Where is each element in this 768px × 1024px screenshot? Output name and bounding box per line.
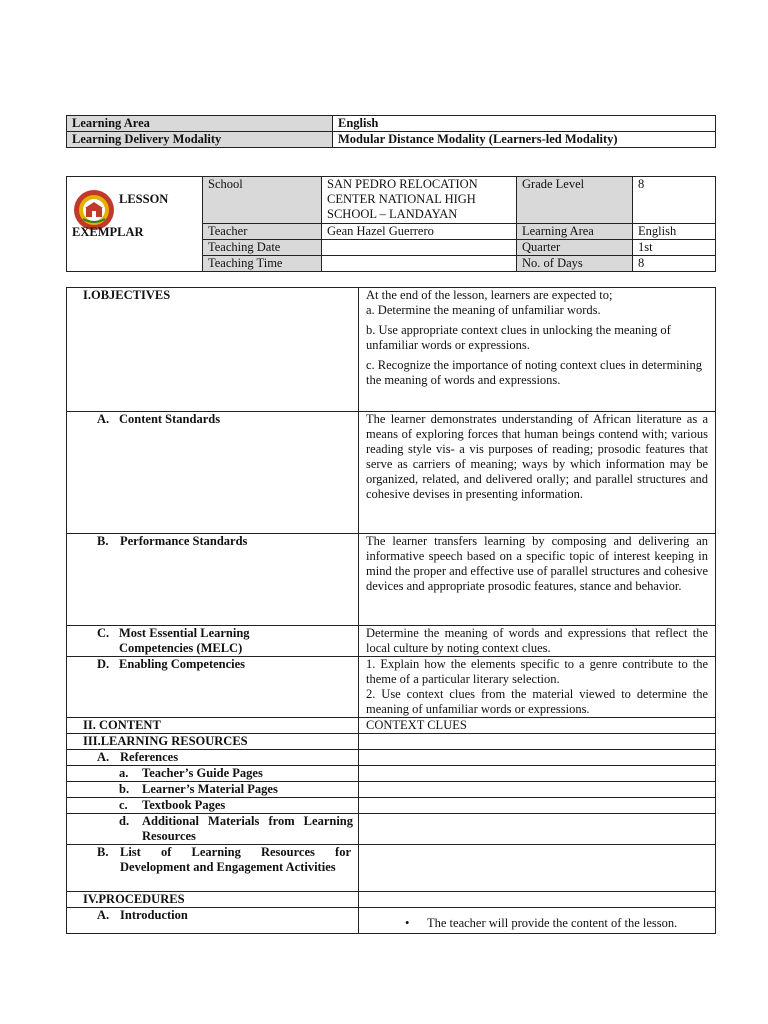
resource-list-row (67, 845, 716, 892)
resource-list-text-label: List of Learning Resources for Development and Engagement Activities (120, 845, 351, 874)
introduction-content (359, 908, 716, 934)
bullet-icon: • (405, 916, 410, 930)
days-value: 8 (633, 256, 716, 272)
resource-list-value (359, 845, 716, 892)
school-label: School (203, 177, 322, 224)
textbook-text-label: Textbook Pages (142, 798, 226, 812)
references-text-label: References (120, 750, 179, 764)
content-row (67, 718, 716, 734)
objectives-content (359, 288, 716, 412)
additional-materials-label (67, 814, 359, 845)
teacher-value: Gean Hazel Guerrero (322, 224, 517, 240)
enabling-text-label: Enabling Competencies (119, 657, 246, 671)
content-standards-text: The learner demonstrates understanding of African literature as a means of exploring forces that human beings contend with; various reading style vis- a vis purposes of reading; prosodic features that serve as carriers of meaning; ways by which information may be organized, related, and delivered orally; and parallel structures and cohesive devises in presenting information. (359, 412, 716, 534)
introduction-num: A. (97, 908, 110, 922)
textbook-value (359, 798, 716, 814)
teaching-time-label: Teaching Time (203, 256, 322, 272)
exemplar-word: EXEMPLAR (72, 225, 144, 239)
header-row-modality (67, 132, 716, 148)
learning-area-info-value: English (633, 224, 716, 240)
references-label (67, 750, 359, 766)
melc-row (67, 626, 716, 657)
objectives-label: I.OBJECTIVES (67, 288, 359, 412)
objectives-intro: At the end of the lesson, learners are expected to; (366, 288, 613, 302)
lesson-exemplar-cell (67, 177, 203, 272)
content-value: CONTEXT CLUES (359, 718, 716, 734)
lesson-word: LESSON (119, 192, 169, 206)
additional-materials-text-label: Additional Materials from Learning Resources (142, 814, 353, 843)
textbook-label (67, 798, 359, 814)
performance-standards-text-label: Performance Standards (120, 534, 248, 548)
learners-material-text-label: Learner’s Material Pages (142, 782, 278, 796)
teachers-guide-text-label: Teacher’s Guide Pages (142, 766, 263, 780)
content-standards-text-label: Content Standards (119, 412, 221, 426)
teachers-guide-label (67, 766, 359, 782)
objectives-row (67, 288, 716, 412)
enabling-item-1: 1. Explain how the elements specific to a genre contribute to the theme of a particular literary selection. (366, 657, 708, 686)
textbook-num: c. (119, 798, 128, 812)
grade-level-label: Grade Level (517, 177, 633, 224)
quarter-value: 1st (633, 240, 716, 256)
procedures-label: IV.PROCEDURES (67, 892, 359, 908)
learning-area-label: Learning Area (67, 116, 333, 132)
melc-text: Determine the meaning of words and expressions that reflect the local culture by noting context clues. (359, 626, 716, 657)
enabling-content (359, 657, 716, 718)
performance-standards-label (67, 534, 359, 626)
content-standards-row (67, 412, 716, 534)
objective-c: c. Recognize the importance of noting context clues in determining the meaning of words and expressions. (366, 358, 703, 387)
teachers-guide-value (359, 766, 716, 782)
performance-standards-num: B. (97, 534, 109, 548)
info-table (66, 176, 716, 272)
learning-area-value: English (333, 116, 716, 132)
days-label: No. of Days (517, 256, 633, 272)
teaching-time-value (322, 256, 517, 272)
learning-resources-label: III.LEARNING RESOURCES (67, 734, 359, 750)
enabling-row (67, 657, 716, 718)
textbook-row (67, 798, 716, 814)
content-standards-label (67, 412, 359, 534)
melc-label-line2: Competencies (MELC) (119, 641, 243, 655)
enabling-label (67, 657, 359, 718)
learners-material-value (359, 782, 716, 798)
introduction-text-label: Introduction (120, 908, 188, 922)
teachers-guide-row (67, 766, 716, 782)
introduction-bullet-text: The teacher will provide the content of the lesson. (427, 916, 678, 930)
enabling-num: D. (97, 657, 110, 671)
learners-material-label (67, 782, 359, 798)
header-table (66, 115, 716, 148)
modality-label: Learning Delivery Modality (67, 132, 333, 148)
melc-label (67, 626, 359, 657)
performance-standards-text: The learner transfers learning by composing and delivering an informative speech based on a specific topic of interest keeping in mind the proper and effective use of parallel structures and cohesive devices and appropriate prosodic features, stance and behavior. (359, 534, 716, 626)
learners-material-num: b. (119, 782, 130, 796)
quarter-label: Quarter (517, 240, 633, 256)
performance-standards-row (67, 534, 716, 626)
references-value (359, 750, 716, 766)
grade-level-value: 8 (633, 177, 716, 224)
info-row-school (67, 177, 716, 224)
resource-list-num: B. (97, 845, 109, 859)
learning-resources-row (67, 734, 716, 750)
header-row-learning-area (67, 116, 716, 132)
learning-area-info-label: Learning Area (517, 224, 633, 240)
enabling-item-2: 2. Use context clues from the material viewed to determine the meaning of unfamiliar words or expressions. (366, 687, 708, 716)
references-num: A. (97, 750, 110, 764)
learning-resources-value (359, 734, 716, 750)
procedures-row (67, 892, 716, 908)
lesson-plan-table (66, 287, 716, 934)
modality-value: Modular Distance Modality (Learners-led Modality) (333, 132, 716, 148)
teacher-label: Teacher (203, 224, 322, 240)
introduction-label (67, 908, 359, 934)
learners-material-row (67, 782, 716, 798)
content-label: II. CONTENT (67, 718, 359, 734)
resource-list-label (67, 845, 359, 892)
teaching-date-value (322, 240, 517, 256)
teachers-guide-num: a. (119, 766, 129, 780)
teaching-date-label: Teaching Date (203, 240, 322, 256)
school-value: SAN PEDRO RELOCATION CENTER NATIONAL HIGH SCHOOL – LANDAYAN (322, 177, 517, 224)
objective-b: b. Use appropriate context clues in unlocking the meaning of unfamiliar words or expressions. (366, 323, 671, 352)
additional-materials-num: d. (119, 814, 130, 828)
additional-materials-row (67, 814, 716, 845)
additional-materials-value (359, 814, 716, 845)
procedures-value (359, 892, 716, 908)
objective-a: a. Determine the meaning of unfamiliar words. (366, 303, 601, 317)
melc-num: C. (97, 626, 110, 640)
melc-label-line1: Most Essential Learning (119, 626, 250, 640)
references-row (67, 750, 716, 766)
content-standards-num: A. (97, 412, 110, 426)
introduction-row (67, 908, 716, 934)
